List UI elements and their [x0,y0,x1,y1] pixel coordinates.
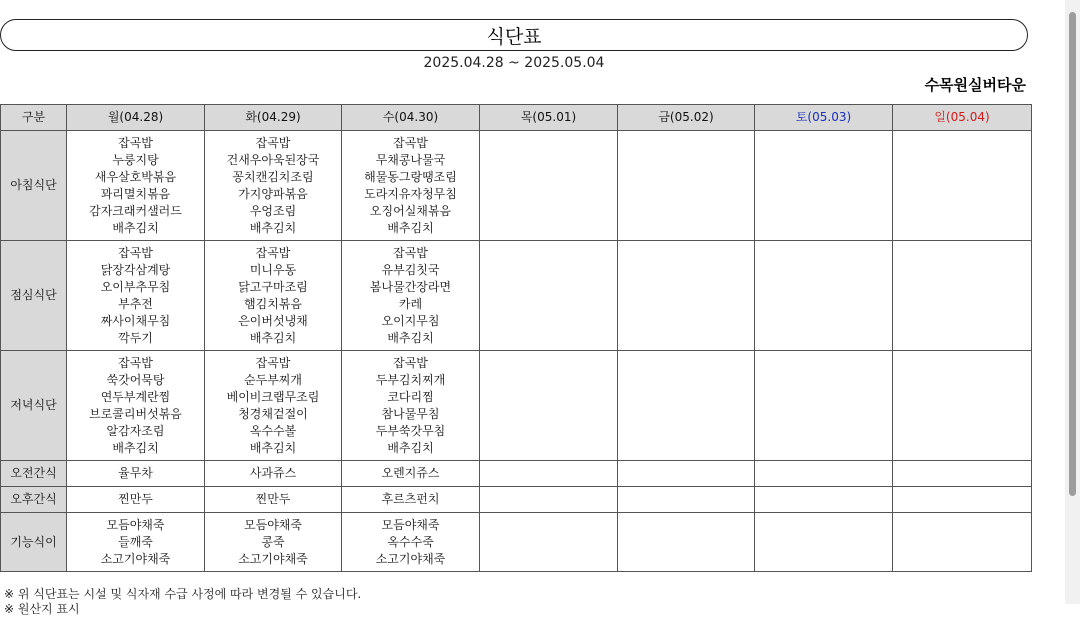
vertical-scrollbar[interactable] [1065,0,1080,604]
menu-cell [67,487,205,513]
meal-plan-table [0,104,1032,572]
menu-cell [205,241,342,351]
row-label: 저녁식단 [1,351,67,461]
menu-item: 우엉조림 [249,203,297,218]
menu-item: 소고기야채죽 [375,551,446,566]
menu-cell [342,461,480,487]
menu-item: 배추김치 [249,330,297,345]
menu-item: 새우살호박볶음 [94,169,177,184]
menu-cell [480,351,618,461]
table-row-breakfast [1,131,1032,241]
menu-item: 콩죽 [261,534,285,549]
menu-cell [618,487,755,513]
menu-item: 율무차 [118,466,153,480]
menu-item: 소고기야채죽 [238,551,308,566]
table-row-functional-diet [1,513,1032,572]
menu-item: 소고기야채죽 [100,551,171,566]
menu-cell [755,487,893,513]
menu-item: 잡곡밥 [393,355,428,370]
menu-cell [205,461,342,487]
header-day-wed: 수(04.30) [342,105,480,131]
menu-item: 오이부추무침 [100,279,171,294]
menu-cell [893,131,1032,241]
menu-item: 청경채겉절이 [238,406,308,421]
menu-item: 후르츠펀치 [381,492,440,506]
menu-item: 도라지유자청무침 [364,186,457,201]
menu-item: 깍두기 [118,330,153,345]
header-day-fri: 금(05.02) [618,105,755,131]
row-label: 점심식단 [1,241,67,351]
menu-item: 찐만두 [118,492,153,506]
menu-cell [342,131,480,241]
header-day-mon: 월(04.28) [67,105,205,131]
menu-item: 오렌지쥬스 [381,466,440,480]
menu-cell [618,513,755,572]
menu-cell [893,351,1032,461]
menu-item: 잡곡밥 [255,355,291,370]
date-range: 2025.04.28 ~ 2025.05.04 [423,55,605,71]
menu-cell [480,461,618,487]
table-header-row [1,105,1032,131]
menu-cell [67,131,205,241]
header-day-thu: 목(05.01) [480,105,618,131]
menu-item: 미니우동 [249,262,297,277]
menu-cell [618,131,755,241]
menu-item: 누룽지탕 [112,152,159,167]
menu-item: 잡곡밥 [118,245,153,260]
scrollbar-thumb[interactable] [1069,12,1076,496]
menu-item: 사과쥬스 [249,466,297,480]
menu-item: 잡곡밥 [255,245,291,260]
menu-item: 짜사이채무침 [100,313,171,328]
header-corner: 구분 [1,105,67,131]
menu-cell [342,351,480,461]
menu-cell [67,241,205,351]
menu-cell [893,461,1032,487]
menu-item: 배추김치 [112,440,159,455]
table-row-lunch [1,241,1032,351]
page-title [0,19,1028,51]
footnote: ※ 위 식단표는 시설 및 식자재 수급 사정에 따라 변경될 수 있습니다. [4,587,362,601]
row-label: 오후간식 [1,487,67,513]
menu-item: 가지양파볶음 [238,186,308,201]
menu-item: 배추김치 [112,220,159,235]
menu-cell [755,513,893,572]
menu-item: 배추김치 [387,220,434,235]
menu-cell [480,241,618,351]
menu-cell [205,487,342,513]
table-row-dinner [1,351,1032,461]
menu-item: 잡곡밥 [118,135,153,150]
menu-item: 꽁치캔김치조림 [232,169,314,184]
menu-item: 은이버섯냉채 [238,313,308,328]
menu-item: 쑥갓어묵탕 [106,372,165,387]
menu-cell [893,487,1032,513]
menu-cell [67,513,205,572]
menu-item: 연두부계란찜 [100,389,171,404]
row-label: 아침식단 [1,131,67,241]
footnote-origin: ※ 원산지 표시 [4,602,80,616]
menu-cell [893,241,1032,351]
menu-item: 알감자조림 [106,423,165,438]
menu-item: 건새우아욱된장국 [226,152,320,167]
menu-item: 해물동그랑땡조림 [364,169,457,184]
menu-item: 닭장각삼계탕 [100,262,171,277]
menu-item: 유부김칫국 [381,262,440,277]
row-label: 기능식이 [1,513,67,572]
header-day-sat: 토(05.03) [755,105,893,131]
menu-item: 감자크래커샐러드 [89,203,182,218]
menu-cell [342,241,480,351]
menu-item: 모듬야채죽 [244,517,302,532]
menu-cell [342,513,480,572]
menu-item: 잡곡밥 [393,135,428,150]
menu-item: 코다리찜 [387,389,434,404]
menu-item: 베이비크랩무조림 [226,389,320,404]
menu-item: 잡곡밥 [118,355,153,370]
menu-item: 배추김치 [249,220,297,235]
menu-cell [205,131,342,241]
menu-cell [205,351,342,461]
menu-cell [755,351,893,461]
menu-item: 봄나물간장라면 [369,279,452,294]
menu-item: 두부쑥갓무침 [375,423,446,438]
menu-item: 순두부찌개 [244,372,302,387]
menu-cell [618,461,755,487]
menu-item: 배추김치 [249,440,297,455]
menu-item: 옥수수죽 [387,534,434,549]
row-label: 오전간식 [1,461,67,487]
menu-cell [755,461,893,487]
menu-item: 꽈리멸치볶음 [100,186,171,201]
menu-item: 모듬야채죽 [381,517,440,532]
menu-item: 오징어실채볶음 [369,203,452,218]
menu-cell [893,513,1032,572]
menu-item: 브로콜리버섯볶음 [89,406,182,421]
menu-cell [67,461,205,487]
menu-cell [480,513,618,572]
menu-cell [480,131,618,241]
menu-item: 옥수수볼 [249,423,297,438]
menu-item: 잡곡밥 [393,245,428,260]
menu-item: 참나물무침 [381,406,440,421]
menu-item: 오이지무침 [381,313,440,328]
menu-item: 잡곡밥 [255,135,291,150]
menu-item: 부추전 [118,296,153,311]
menu-item: 무채콩나물국 [375,152,446,167]
menu-item: 모듬야채죽 [106,517,165,532]
menu-cell [618,241,755,351]
menu-cell [67,351,205,461]
menu-cell [205,513,342,572]
menu-cell [755,131,893,241]
menu-item: 두부김치찌개 [375,372,446,387]
menu-item: 들깨죽 [118,534,153,549]
menu-item: 햄김치볶음 [244,296,302,311]
header-day-sun: 일(05.04) [893,105,1032,131]
menu-cell [342,487,480,513]
menu-item: 찐만두 [255,492,291,506]
organization-name: 수목원실버타운 [924,76,1026,94]
menu-item: 닭고구마조림 [238,279,308,294]
menu-item: 카레 [398,296,423,311]
page-title-text: 식단표 [486,25,542,48]
menu-item: 배추김치 [387,330,434,345]
menu-cell [755,241,893,351]
table-row-morning-snack [1,461,1032,487]
menu-cell [618,351,755,461]
menu-item: 배추김치 [387,440,434,455]
header-day-tue: 화(04.29) [205,105,342,131]
menu-cell [480,487,618,513]
table-row-afternoon-snack [1,487,1032,513]
